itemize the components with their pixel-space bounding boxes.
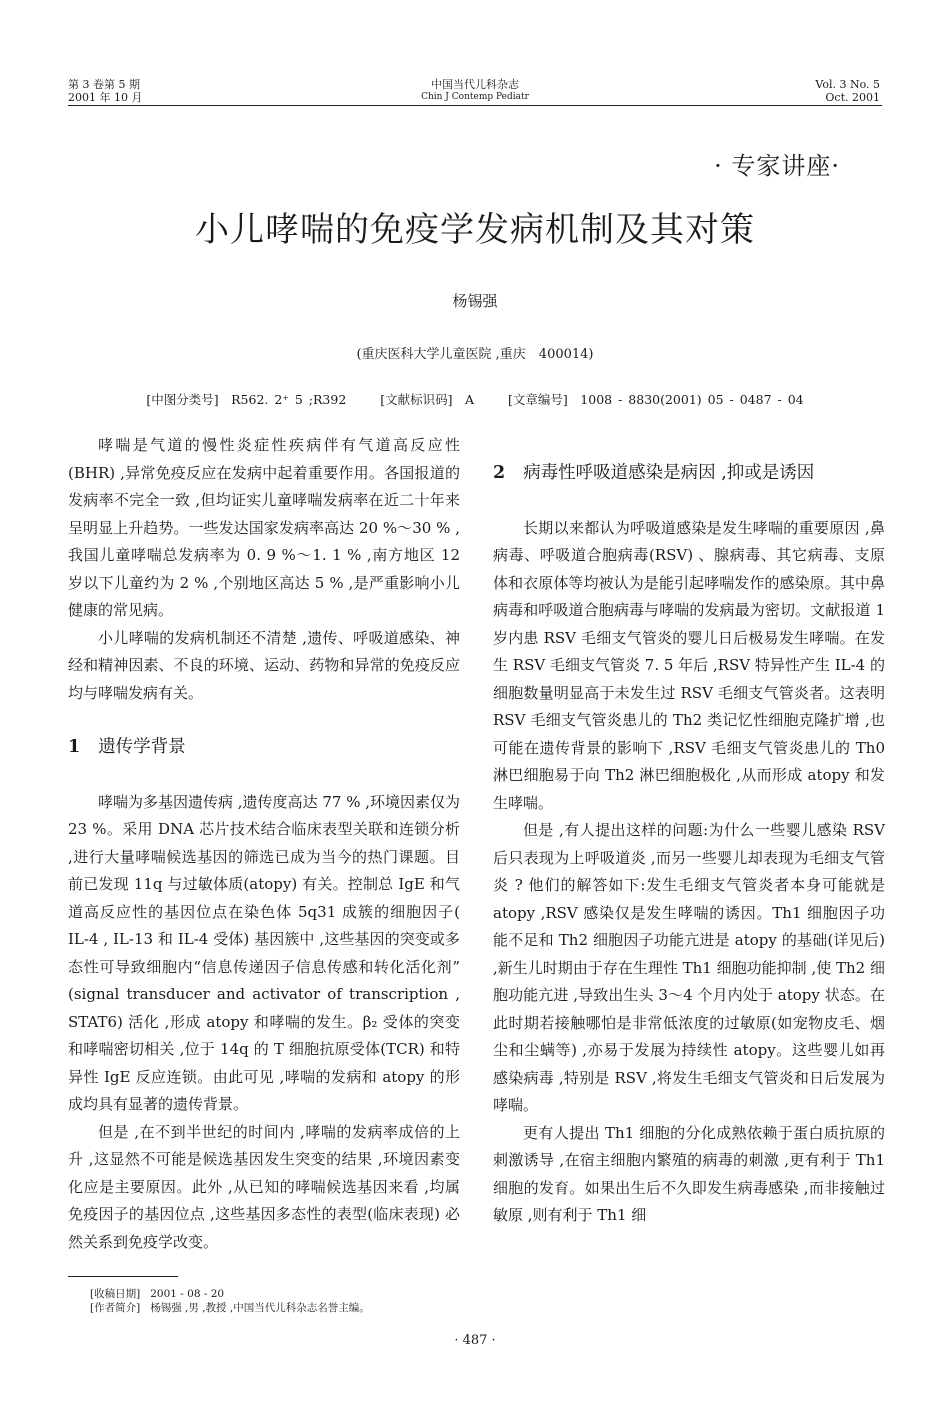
footnote-rule [68, 1276, 178, 1277]
journal-name-cn: 中国当代儿科杂志 [431, 78, 519, 91]
volume-label: Vol. 3 No. 5 [815, 78, 880, 91]
issue-date: 2001 年 10 月 [68, 91, 143, 104]
classification-line [0, 390, 950, 408]
intro-paragraph-2: 小儿哮喘的发病机制还不清楚 ,遗传、呼吸道感染、神经和精神因素、不良的环境、运动、药物和异常的免疫反应均与哮喘发病有关。 [68, 628, 460, 702]
author-name: 杨锡强 [452, 292, 498, 310]
section-2-paragraph-2: 但是 ,有人提出这样的问题:为什么一些婴儿感染 RSV 后只表现为上呼吸道炎 ,而另一些婴儿却表现为毛细支气管炎 ? 他们的解答如下:发生毛细支气管炎者本身可能就是 atopy ,RSV 感染仅是发生哮喘的诱因。Th1 细胞因子功能不足和 Th2 细胞因子功能亢进是 atopy 的基础(详见后) ,新生儿时期由于存在生理性 Th1 细胞功能抑制 ,使 Th2 细胞功能亢进 ,导致出生头 3～4 个月内处于 atopy 状态。在此时期若接触哪怕是非常低浓度的过敏原(如宠物皮毛、烟尘和尘螨等) ,亦易于发展为持续性 atopy。这些婴儿如再感染病毒 ,特别是 RSV ,将发生毛细支气管炎和日后发展为哮喘。 [493, 821, 885, 1114]
running-header-center [0, 78, 950, 104]
author-affiliation: (重庆医科大学儿童医院 ,重庆 400014) [356, 347, 594, 362]
document-code: [文献标识码] A [380, 392, 475, 407]
left-column [68, 432, 460, 1256]
received-label: [收稿日期] [90, 1288, 141, 1300]
footnote-received [90, 1287, 370, 1301]
column-tag: · 专家讲座· [714, 152, 840, 180]
page-number: · 487 · [454, 1333, 496, 1348]
footnote-author [90, 1301, 370, 1315]
section-1-paragraph-1: 哮喘为多基因遗传病 ,遗传度高达 77 % ,环境因素仅为 23 %。采用 DNA 芯片技术结合临床表型关联和连锁分析 ,进行大量哮喘候选基因的筛选已成为当今的热门课题。目前已发现 11q 与过敏体质(atopy) 有关。控制总 IgE 和气道高反应性的基因位点在染色体 5q31 成簇的细胞因子( IL-4 , IL-13 和 IL-4 受体) 基因簇中 ,这些基因的突变或多态性可导致细胞内“信息传递因子信息传感和转化活化剂” (signal transducer and activator of transcription , STAT6) 活化 ,形成 atopy 和哮喘的发生。β₂ 受体的突变和哮喘密切相关 ,位于 14q 的 T 细胞抗原受体(TCR) 和特异性 IgE 反应连锁。由此可见 ,哮喘的发病和 atopy 的形成均具有显著的遗传背景。 [68, 792, 460, 1113]
footnotes [90, 1287, 370, 1315]
section-1-paragraph-2: 但是 ,在不到半世纪的时间内 ,哮喘的发病率成倍的上升 ,这显然不可能是候选基因发生突变的结果 ,环境因素变化应是主要原因。此外 ,从已知的哮喘候选基因来看 ,均属免疫因子的基因位点 ,这些基因多态性的表型(临床表现) 必然关系到免疫学改变。 [68, 1122, 460, 1251]
received-date: 2001 - 08 - 20 [150, 1288, 225, 1300]
author-bio: 杨锡强 ,男 ,教授 ,中国当代儿科杂志名誉主编。 [150, 1302, 370, 1314]
intro-paragraph-1: 哮喘是气道的慢性炎症性疾病伴有气道高反应性(BHR) ,异常免疫反应在发病中起着重要作用。各国报道的发病率不完全一致 ,但均证实儿童哮喘发病率在近二十年来呈明显上升趋势。一些发达国家发病率高达 20 %～30 % ,我国儿童哮喘总发病率为 0. 9 %～1. 1 % ,南方地区 12 岁以下儿童约为 2 % ,个别地区高达 5 % ,是严重影响小儿健康的常见病。 [68, 436, 460, 619]
section-2-heading [493, 460, 885, 488]
section-2-paragraph-1: 长期以来都认为呼吸道感染是发生哮喘的重要原因 ,鼻病毒、呼吸道合胞病毒(RSV) 、腺病毒、其它病毒、支原体和衣原体等均被认为是能引起哮喘发作的感染原。其中鼻病毒和呼吸道合胞病毒与哮喘的发病最为密切。文献报道 1 岁内患 RSV 毛细支气管炎的婴儿日后极易发生哮喘。在发生 RSV 毛细支气管炎 7. 5 年后 ,RSV 特异性产生 IL-4 的细胞数量明显高于未发生过 RSV 毛细支气管炎者。这表明 RSV 毛细支气管炎患儿的 Th2 类记忆性细胞克隆扩增 ,也可能在遗传背景的影响下 ,RSV 毛细支气管炎患儿的 Th0 淋巴细胞易于向 Th2 淋巴细胞极化 ,从而形成 atopy 和发生哮喘。 [493, 518, 885, 812]
article-title: 小儿哮喘的免疫学发病机制及其对策 [195, 210, 755, 250]
section-2-number: 2 [493, 463, 506, 483]
running-header-right [815, 78, 880, 104]
issue-label: 第 3 卷第 5 期 [68, 78, 140, 91]
author-bio-label: [作者简介] [90, 1302, 141, 1314]
clc-number: [中图分类号] R562. 2⁺ 5 ;R392 [146, 392, 347, 407]
section-1-heading [68, 734, 460, 762]
section-2-paragraph-3: 更有人提出 Th1 细胞的分化成熟依赖于蛋白质抗原的刺激诱导 ,在宿主细胞内繁殖的病毒的刺激 ,更有利于 Th1 细胞的发育。如果出生后不久即发生病毒感染 ,而非接触过敏原 ,则有利于 Th1 细 [493, 1123, 885, 1224]
section-2-title: 病毒性呼吸道感染是病因 ,抑或是诱因 [523, 463, 815, 483]
issue-date-en: Oct. 2001 [825, 91, 880, 104]
section-1-number: 1 [68, 737, 81, 757]
header-rule [68, 105, 882, 106]
journal-name-en: Chin J Contemp Pediatr [421, 92, 529, 102]
right-column [493, 460, 885, 1230]
article-number: [文章编号] 1008 - 8830(2001) 05 - 0487 - 04 [508, 392, 804, 407]
section-1-title: 遗传学背景 [98, 737, 186, 757]
